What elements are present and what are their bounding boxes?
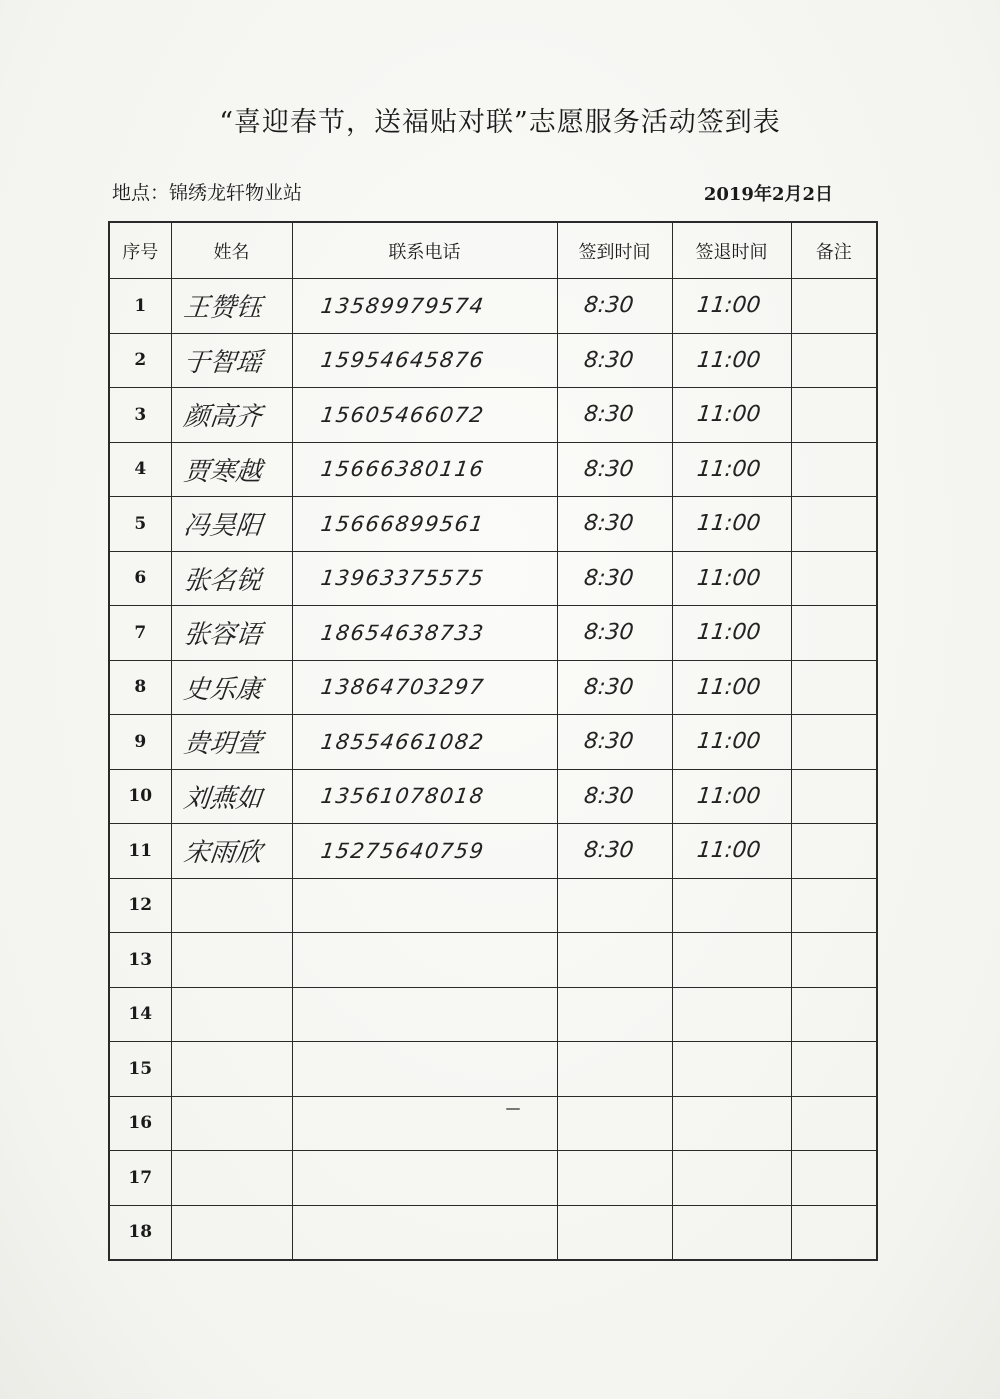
- note-cell: [791, 769, 877, 824]
- sign-out-time-text: 11:00: [695, 674, 762, 700]
- volunteer-name: [171, 388, 292, 443]
- volunteer-name: [171, 660, 292, 715]
- table-row: [109, 1042, 877, 1097]
- row-number: 5: [109, 497, 171, 552]
- note-cell: [791, 1205, 877, 1260]
- volunteer-name-text: 史乐康: [181, 674, 263, 705]
- phone-number: [292, 1151, 557, 1206]
- volunteer-name-text: 贵玥萱: [181, 729, 263, 760]
- row-number: 8: [109, 660, 171, 715]
- sign-out-time-text: 11:00: [695, 729, 762, 755]
- date-label: 2019年2月2日: [703, 184, 833, 205]
- sign-out-time: [672, 333, 791, 388]
- note-cell: [791, 497, 877, 552]
- phone-number: [292, 333, 557, 388]
- sign-in-time: [557, 551, 672, 606]
- phone-number-text: 18654638733: [318, 620, 486, 645]
- sign-out-time: [672, 933, 791, 988]
- sign-out-time: [672, 442, 791, 497]
- table-row: [109, 1096, 877, 1151]
- sign-out-time: [672, 1096, 791, 1151]
- phone-number: [292, 660, 557, 715]
- sign-in-time-text: 8:30: [582, 565, 635, 591]
- sign-in-time-text: 8:30: [582, 783, 635, 809]
- sign-out-time-text: 11:00: [695, 783, 762, 809]
- phone-number: [292, 987, 557, 1042]
- row-number: 4: [109, 442, 171, 497]
- table-row: [109, 442, 877, 497]
- sign-out-time-text: 11:00: [695, 456, 762, 482]
- note-cell: [791, 442, 877, 497]
- row-number: 11: [109, 824, 171, 879]
- volunteer-name: [171, 1096, 292, 1151]
- table-row: [109, 606, 877, 661]
- volunteer-name: [171, 878, 292, 933]
- table-row: [109, 497, 877, 552]
- volunteer-name-text: 冯昊阳: [181, 511, 263, 542]
- note-cell: [791, 878, 877, 933]
- table-row: [109, 715, 877, 770]
- note-cell: [791, 606, 877, 661]
- sign-in-time: [557, 442, 672, 497]
- phone-number: [292, 606, 557, 661]
- volunteer-name: [171, 333, 292, 388]
- phone-number: [292, 551, 557, 606]
- phone-number-text: 13561078018: [318, 784, 486, 809]
- sign-out-time: [672, 1042, 791, 1097]
- row-number: 2: [109, 333, 171, 388]
- row-number: 3: [109, 388, 171, 443]
- sign-out-time-text: 11:00: [695, 838, 762, 864]
- sign-in-time: [557, 333, 672, 388]
- phone-number-text: 13589979574: [318, 293, 486, 318]
- row-number: 15: [109, 1042, 171, 1097]
- table-row: [109, 933, 877, 988]
- sign-out-time: [672, 878, 791, 933]
- table-row: [109, 878, 877, 933]
- volunteer-name: [171, 715, 292, 770]
- phone-number-text: 15605466072: [318, 402, 486, 427]
- sign-out-time: [672, 551, 791, 606]
- sign-in-time-text: 8:30: [582, 293, 635, 319]
- row-number: 13: [109, 933, 171, 988]
- phone-number-text: 15666380116: [318, 457, 486, 482]
- sign-out-time-text: 11:00: [695, 293, 762, 319]
- sign-in-time: [557, 606, 672, 661]
- phone-number: [292, 1042, 557, 1097]
- volunteer-name-text: 张名锐: [181, 565, 263, 596]
- volunteer-name: [171, 1151, 292, 1206]
- sign-in-time-text: 8:30: [582, 838, 635, 864]
- phone-number: [292, 715, 557, 770]
- phone-number: [292, 388, 557, 443]
- volunteer-name: [171, 279, 292, 334]
- sign-in-time-text: 8:30: [582, 456, 635, 482]
- phone-number: [292, 933, 557, 988]
- phone-number-text: 15666899561: [318, 511, 486, 536]
- sign-in-time: [557, 388, 672, 443]
- phone-number: [292, 878, 557, 933]
- volunteer-name: [171, 1042, 292, 1097]
- sign-in-time-text: 8:30: [582, 347, 635, 373]
- phone-number: [292, 1096, 557, 1151]
- header-sign-in: 签到时间: [557, 222, 672, 279]
- sign-in-time: [557, 715, 672, 770]
- sign-out-time: [672, 1151, 791, 1206]
- scan-mark: [506, 1108, 520, 1110]
- sign-out-time: [672, 279, 791, 334]
- sign-in-time: [557, 824, 672, 879]
- sign-out-time: [672, 824, 791, 879]
- row-number: 9: [109, 715, 171, 770]
- volunteer-name-text: 刘燕如: [181, 783, 263, 814]
- sign-out-time: [672, 715, 791, 770]
- sign-in-time: [557, 1096, 672, 1151]
- row-number: 6: [109, 551, 171, 606]
- sign-out-time: [672, 388, 791, 443]
- header-note: 备注: [791, 222, 877, 279]
- table-row: [109, 1151, 877, 1206]
- row-number: 1: [109, 279, 171, 334]
- phone-number: [292, 769, 557, 824]
- note-cell: [791, 1042, 877, 1097]
- note-cell: [791, 933, 877, 988]
- note-cell: [791, 1096, 877, 1151]
- phone-number-text: 15954645876: [318, 348, 486, 373]
- volunteer-name: [171, 442, 292, 497]
- sign-out-time-text: 11:00: [695, 402, 762, 428]
- volunteer-name: [171, 606, 292, 661]
- sign-in-time: [557, 1151, 672, 1206]
- volunteer-name-text: 于智瑶: [181, 347, 263, 378]
- phone-number: [292, 1205, 557, 1260]
- row-number: 17: [109, 1151, 171, 1206]
- sign-out-time-text: 11:00: [695, 511, 762, 537]
- header-sign-out: 签退时间: [672, 222, 791, 279]
- sign-out-time-text: 11:00: [695, 565, 762, 591]
- sign-in-time-text: 8:30: [582, 674, 635, 700]
- sign-in-time: [557, 933, 672, 988]
- volunteer-name: [171, 824, 292, 879]
- sign-out-time-text: 11:00: [695, 347, 762, 373]
- sign-out-time: [672, 497, 791, 552]
- phone-number-text: 13963375575: [318, 566, 486, 591]
- location-label: 地点：锦绣龙轩物业站: [112, 182, 303, 204]
- note-cell: [791, 551, 877, 606]
- header-name: 姓名: [171, 222, 292, 279]
- volunteer-name-text: 宋雨欣: [181, 838, 263, 869]
- sign-out-time-text: 11:00: [695, 620, 762, 646]
- note-cell: [791, 388, 877, 443]
- volunteer-name-text: 贾寒越: [181, 456, 263, 487]
- sign-in-time-text: 8:30: [582, 511, 635, 537]
- table-row: [109, 333, 877, 388]
- note-cell: [791, 1151, 877, 1206]
- sign-in-time: [557, 878, 672, 933]
- table-header-row: [109, 222, 877, 279]
- table-row: [109, 660, 877, 715]
- sign-in-time: [557, 660, 672, 715]
- sign-out-time: [672, 769, 791, 824]
- header-phone: 联系电话: [292, 222, 557, 279]
- sign-out-time: [672, 660, 791, 715]
- note-cell: [791, 660, 877, 715]
- note-cell: [791, 333, 877, 388]
- sign-in-time-text: 8:30: [582, 402, 635, 428]
- volunteer-name: [171, 769, 292, 824]
- sign-in-time-text: 8:30: [582, 729, 635, 755]
- sign-in-time: [557, 279, 672, 334]
- volunteer-name-text: 张容语: [181, 620, 263, 651]
- sign-in-time: [557, 987, 672, 1042]
- page-title: “喜迎春节，送福贴对联”志愿服务活动签到表: [219, 107, 781, 138]
- note-cell: [791, 824, 877, 879]
- table-row: [109, 824, 877, 879]
- row-number: 12: [109, 878, 171, 933]
- sign-in-table: [108, 221, 878, 1261]
- note-cell: [791, 987, 877, 1042]
- volunteer-name-text: 王赞钰: [181, 293, 263, 324]
- phone-number-text: 15275640759: [318, 838, 486, 863]
- sign-out-time: [672, 606, 791, 661]
- header-no: 序号: [109, 222, 171, 279]
- phone-number: [292, 442, 557, 497]
- volunteer-name: [171, 497, 292, 552]
- sign-in-time: [557, 1042, 672, 1097]
- table-row: [109, 769, 877, 824]
- sign-in-time: [557, 1205, 672, 1260]
- volunteer-name: [171, 933, 292, 988]
- table-row: [109, 987, 877, 1042]
- sign-out-time: [672, 1205, 791, 1260]
- sign-in-time: [557, 769, 672, 824]
- table-row: [109, 551, 877, 606]
- phone-number-text: 13864703297: [318, 675, 486, 700]
- table-row: [109, 279, 877, 334]
- table-row: [109, 388, 877, 443]
- volunteer-name-text: 颜高齐: [181, 402, 263, 433]
- row-number: 10: [109, 769, 171, 824]
- note-cell: [791, 279, 877, 334]
- phone-number: [292, 824, 557, 879]
- sign-in-time-text: 8:30: [582, 620, 635, 646]
- volunteer-name: [171, 987, 292, 1042]
- table-row: [109, 1205, 877, 1260]
- row-number: 16: [109, 1096, 171, 1151]
- sign-out-time: [672, 987, 791, 1042]
- volunteer-name: [171, 1205, 292, 1260]
- row-number: 14: [109, 987, 171, 1042]
- phone-number: [292, 279, 557, 334]
- phone-number: [292, 497, 557, 552]
- row-number: 18: [109, 1205, 171, 1260]
- row-number: 7: [109, 606, 171, 661]
- note-cell: [791, 715, 877, 770]
- phone-number-text: 18554661082: [318, 729, 486, 754]
- sign-in-time: [557, 497, 672, 552]
- volunteer-name: [171, 551, 292, 606]
